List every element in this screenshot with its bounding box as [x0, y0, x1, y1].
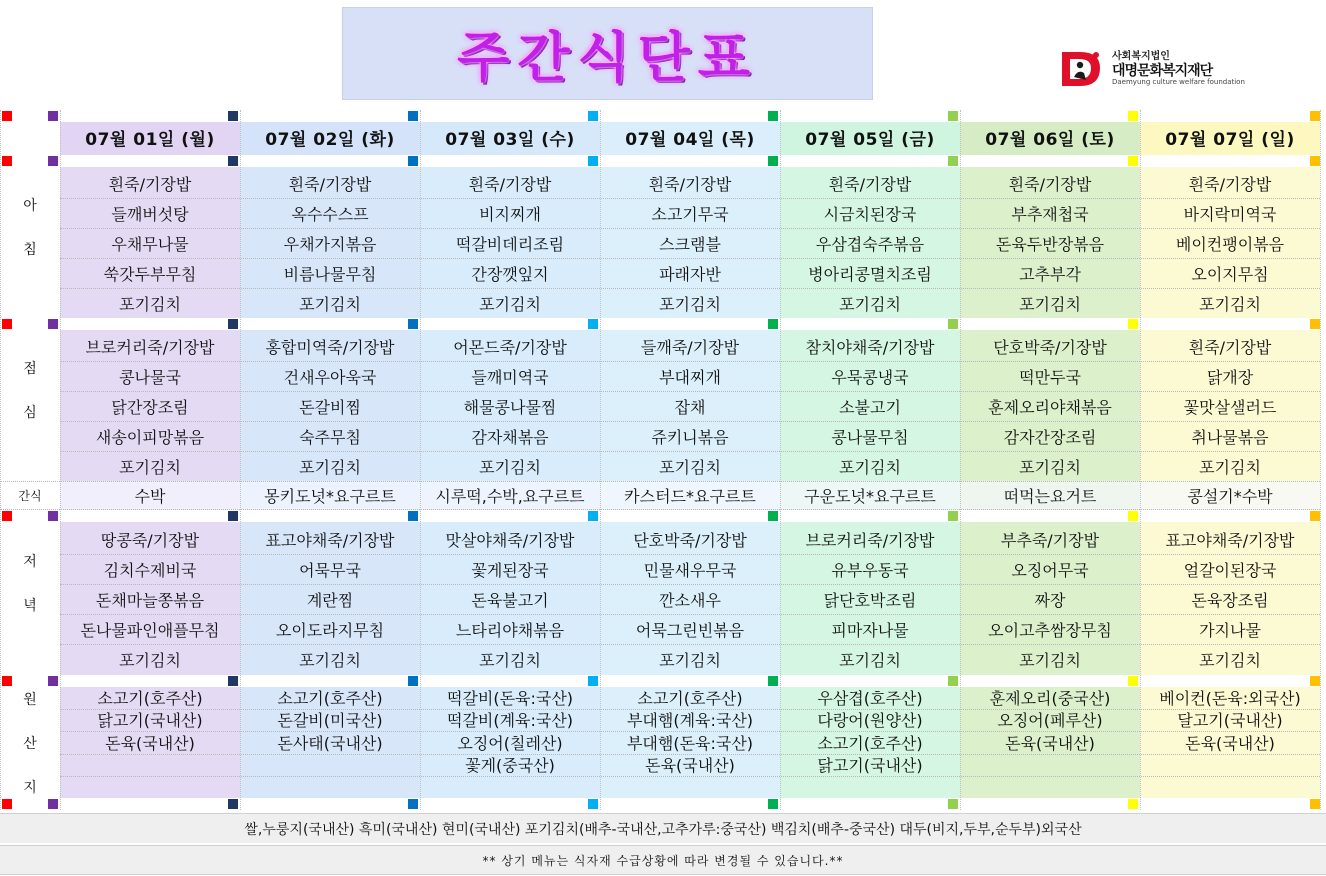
- row-marker: [48, 676, 58, 686]
- lunch-menu-item: 해물콩나물찜: [463, 397, 557, 417]
- lunch-menu-item: 새송이피망볶음: [95, 427, 205, 447]
- breakfast-menu-item: 들깨버섯탕: [111, 204, 189, 224]
- snack-menu-item: 구운도넛*요구르트: [804, 487, 936, 506]
- row-marker-left: [2, 319, 12, 329]
- dinner-menu-item: 느타리야채볶음: [455, 620, 565, 640]
- dinner-label-char: 녁: [23, 598, 37, 614]
- lunch-menu-item: 참치야채죽/기장밥: [805, 337, 935, 357]
- breakfast-menu-item: 흰죽/기장밥: [648, 174, 732, 194]
- origin-item: 돈육(국내산): [1005, 733, 1095, 753]
- origin-item: 오징어(페루산): [997, 711, 1103, 731]
- lunch-menu-item: 콩나물무침: [831, 427, 909, 447]
- dinner-menu-item: 꽃게된장국: [471, 560, 549, 580]
- dinner-menu-item: 포기김치: [479, 650, 541, 670]
- row-marker: [228, 511, 238, 521]
- breakfast-menu-item: 포기김치: [119, 294, 181, 314]
- lunch-menu-item: 흰죽/기장밥: [1188, 337, 1272, 357]
- row-marker-left: [2, 156, 12, 166]
- lunch-menu-item: 쥬키니볶음: [651, 427, 729, 447]
- breakfast-label-char: 침: [23, 242, 37, 258]
- row-marker: [408, 319, 418, 329]
- row-marker: [228, 156, 238, 166]
- dinner-menu-item: 오이도라지무침: [275, 620, 385, 640]
- origin-label-char: 원: [23, 692, 37, 708]
- row-marker: [948, 511, 958, 521]
- breakfast-menu-item: 오이지무침: [1191, 264, 1269, 284]
- origin-label-char: 산: [23, 736, 37, 752]
- breakfast-menu-item: 시금치된장국: [823, 204, 917, 224]
- origin-item: [240, 754, 420, 777]
- origin-item: 닭고기(국내산): [817, 756, 923, 776]
- origin-item: 소고기(호주산): [637, 688, 743, 708]
- dinner-menu-item: 김치수제비국: [103, 560, 197, 580]
- breakfast-menu-item: 파래자반: [659, 264, 721, 284]
- row-marker: [768, 319, 778, 329]
- lunch-menu-item: 콩나물국: [119, 367, 181, 387]
- row-marker: [48, 319, 58, 329]
- date-header: 07월 06일 (토): [985, 130, 1115, 150]
- row-marker-right: [1310, 156, 1320, 166]
- dinner-menu-item: 포기김치: [839, 650, 901, 670]
- breakfast-menu-item: 스크램블: [659, 234, 721, 254]
- lunch-menu-item: 홍합미역죽/기장밥: [265, 337, 395, 357]
- origin-item: 돈사태(국내산): [277, 733, 383, 753]
- date-header: 07월 01일 (월): [85, 130, 215, 150]
- row-marker: [1128, 156, 1138, 166]
- dinner-menu-item: 어묵무국: [299, 560, 361, 580]
- dinner-menu-item: 포기김치: [299, 650, 361, 670]
- breakfast-label-char: 아: [23, 198, 37, 214]
- date-header: 07월 02일 (화): [265, 130, 395, 150]
- breakfast-menu-item: 병아리콩멸치조림: [808, 264, 932, 284]
- row-marker: [408, 511, 418, 521]
- breakfast-menu-item: 포기김치: [299, 294, 361, 314]
- breakfast-menu-item: 포기김치: [839, 294, 901, 314]
- lunch-menu-item: 감자간장조림: [1003, 427, 1097, 447]
- date-header: 07월 05일 (금): [805, 130, 935, 150]
- breakfast-menu-item: 흰죽/기장밥: [1008, 174, 1092, 194]
- snack-menu-item: 카스터드*요구르트: [624, 487, 756, 506]
- lunch-menu-item: 꽃맛살샐러드: [1183, 397, 1277, 417]
- dinner-menu-item: 가지나물: [1199, 620, 1261, 640]
- origin-item: 베이컨(돈육:외국산): [1159, 688, 1301, 708]
- dinner-menu-item: 포기김치: [1019, 650, 1081, 670]
- row-marker: [588, 156, 598, 166]
- row-marker-right: [1310, 319, 1320, 329]
- breakfast-menu-item: 쑥갓두부무침: [103, 264, 197, 284]
- weekly-menu-table: [0, 108, 1326, 818]
- row-marker-right: [1310, 511, 1320, 521]
- breakfast-menu-item: 포기김치: [1199, 294, 1261, 314]
- dinner-menu-item: 오이고추쌈장무침: [988, 620, 1112, 640]
- lunch-menu-item: 돈갈비찜: [299, 397, 361, 417]
- lunch-label-char: 심: [23, 405, 37, 421]
- dinner-label-char: 저: [23, 554, 37, 570]
- column-divider: [1320, 110, 1321, 810]
- breakfast-menu-item: 베이컨팽이볶음: [1175, 234, 1285, 254]
- dinner-menu-item: 땅콩죽/기장밥: [100, 530, 200, 550]
- dinner-menu-item: 돈채마늘쫑볶음: [95, 590, 205, 610]
- dinner-menu-item: 어묵그린빈볶음: [635, 620, 745, 640]
- date-header: 07월 03일 (수): [445, 130, 575, 150]
- row-divider: [60, 776, 1320, 777]
- breakfast-menu-item: 비지찌개: [479, 204, 541, 224]
- origin-item: [60, 754, 240, 777]
- row-marker-right: [1310, 799, 1320, 809]
- origin-item: 소고기(호주산): [817, 733, 923, 753]
- breakfast-menu-item: 고추부각: [1019, 264, 1081, 284]
- lunch-menu-item: 취나물볶음: [1191, 427, 1269, 447]
- foundation-logo-icon: [1058, 46, 1106, 90]
- origin-item: 돈갈비(미국산): [277, 711, 383, 731]
- breakfast-menu-item: 흰죽/기장밥: [288, 174, 372, 194]
- breakfast-menu-item: 바지락미역국: [1183, 204, 1277, 224]
- breakfast-menu-item: 포기김치: [1019, 294, 1081, 314]
- row-marker: [588, 676, 598, 686]
- breakfast-menu-item: 간장깻잎지: [471, 264, 549, 284]
- row-marker: [48, 799, 58, 809]
- title-banner: [342, 7, 873, 100]
- lunch-menu-item: 어몬드죽/기장밥: [453, 337, 567, 357]
- row-marker: [948, 676, 958, 686]
- origin-item: 달고기(국내산): [1177, 711, 1283, 731]
- row-marker: [1128, 319, 1138, 329]
- lunch-menu-item: 포기김치: [839, 457, 901, 477]
- row-marker: [948, 319, 958, 329]
- row-marker: [588, 799, 598, 809]
- origin-item: [960, 754, 1140, 777]
- lunch-label-char: 점: [23, 361, 37, 377]
- logo-english-name: Daemyung culture welfare foundation: [1112, 78, 1245, 86]
- lunch-menu-item: 닭간장조림: [111, 397, 189, 417]
- row-marker: [48, 111, 58, 121]
- lunch-menu-item: 포기김치: [1199, 457, 1261, 477]
- row-marker-left: [2, 676, 12, 686]
- breakfast-menu-item: 떡갈비데리조림: [455, 234, 565, 254]
- row-marker: [408, 799, 418, 809]
- row-marker-left: [2, 511, 12, 521]
- dinner-menu-item: 부추죽/기장밥: [1000, 530, 1100, 550]
- origin-item: 떡갈비(돈육:국산): [446, 688, 574, 708]
- dinner-menu-item: 닭단호박조림: [823, 590, 917, 610]
- origin-item: 훈제오리(중국산): [989, 688, 1111, 708]
- lunch-menu-item: 포기김치: [479, 457, 541, 477]
- origin-item: 우삼겹(호주산): [817, 688, 923, 708]
- origin-item: 돈육(국내산): [1185, 733, 1275, 753]
- row-marker: [408, 156, 418, 166]
- origin-item: 부대햄(돈육:국산): [626, 733, 754, 753]
- snack-menu-item: 콩설기*수박: [1187, 487, 1273, 506]
- logo-subtitle: 사회복지법인: [1112, 51, 1170, 62]
- lunch-menu-item: 감자채볶음: [471, 427, 549, 447]
- breakfast-menu-item: 비름나물무침: [283, 264, 377, 284]
- dinner-menu-item: 유부우동국: [831, 560, 909, 580]
- lunch-menu-item: 잡채: [674, 397, 706, 417]
- origin-label-char: 지: [23, 780, 37, 796]
- lunch-menu-item: 훈제오리야채볶음: [988, 397, 1112, 417]
- snack-label: 간식: [18, 489, 42, 503]
- row-marker: [228, 676, 238, 686]
- dinner-menu-item: 계란찜: [306, 590, 354, 610]
- origin-item: 돈육(국내산): [645, 756, 735, 776]
- dinner-menu-item: 표고야채죽/기장밥: [265, 530, 395, 550]
- dinner-menu-item: 돈나물파인애플무침: [80, 620, 220, 640]
- row-marker: [48, 511, 58, 521]
- row-marker: [228, 319, 238, 329]
- row-marker-right: [1310, 676, 1320, 686]
- breakfast-menu-item: 포기김치: [479, 294, 541, 314]
- breakfast-menu-item: 돈육두반장볶음: [995, 234, 1105, 254]
- origin-item: 소고기(호주산): [277, 688, 383, 708]
- lunch-menu-item: 단호박죽/기장밥: [993, 337, 1107, 357]
- row-marker: [588, 511, 598, 521]
- snack-menu-item: 수박: [134, 487, 166, 506]
- row-marker: [768, 676, 778, 686]
- dinner-menu-item: 짜장: [1034, 590, 1066, 610]
- origin-footnote: 쌀,누룽지(국내산) 흑미(국내산) 현미(국내산) 포기김치(배추-국내산,고추가루:중국산) 백김치(배추-중국산) 대두(비지,두부,순두부)외국산: [0, 813, 1326, 843]
- breakfast-menu-item: 흰죽/기장밥: [1188, 174, 1272, 194]
- menu-change-notice: ** 상기 메뉴는 식자재 수급상황에 따라 변경될 수 있습니다.**: [0, 845, 1326, 875]
- breakfast-menu-item: 포기김치: [659, 294, 721, 314]
- dinner-menu-item: 표고야채죽/기장밥: [1165, 530, 1295, 550]
- dinner-menu-item: 깐소새우: [659, 590, 721, 610]
- dinner-menu-item: 포기김치: [659, 650, 721, 670]
- lunch-menu-item: 포기김치: [1019, 457, 1081, 477]
- lunch-menu-item: 부대찌개: [659, 367, 721, 387]
- origin-item: 돈육(국내산): [105, 733, 195, 753]
- dinner-menu-item: 오징어무국: [1011, 560, 1089, 580]
- dinner-menu-item: 돈육불고기: [471, 590, 549, 610]
- breakfast-menu-item: 우채가지볶음: [283, 234, 377, 254]
- dinner-menu-item: 브로커리죽/기장밥: [805, 530, 935, 550]
- breakfast-menu-item: 옥수수스프: [291, 204, 369, 224]
- row-marker: [768, 511, 778, 521]
- breakfast-menu-item: 우채무나물: [111, 234, 189, 254]
- snack-menu-item: 시루떡,수박,요구르트: [435, 487, 585, 506]
- lunch-menu-item: 숙주무침: [299, 427, 361, 447]
- row-marker-left: [2, 111, 12, 121]
- lunch-menu-item: 포기김치: [299, 457, 361, 477]
- row-marker: [588, 319, 598, 329]
- origin-item: 다랑어(원양산): [817, 711, 923, 731]
- breakfast-menu-item: 우삼겹숙주볶음: [815, 234, 925, 254]
- row-marker: [768, 156, 778, 166]
- lunch-menu-item: 들깨미역국: [471, 367, 549, 387]
- dinner-menu-item: 포기김치: [1199, 650, 1261, 670]
- row-marker: [948, 156, 958, 166]
- lunch-menu-item: 떡만두국: [1019, 367, 1081, 387]
- row-marker: [408, 676, 418, 686]
- dinner-menu-item: 단호박죽/기장밥: [633, 530, 747, 550]
- foundation-logo: [1058, 46, 1245, 90]
- breakfast-menu-item: 소고기무국: [651, 204, 729, 224]
- lunch-menu-item: 닭개장: [1206, 367, 1254, 387]
- date-header: 07월 04일 (목): [625, 130, 755, 150]
- row-marker: [948, 799, 958, 809]
- lunch-menu-item: 들깨죽/기장밥: [640, 337, 740, 357]
- origin-item: 꽃게(중국산): [465, 756, 555, 776]
- lunch-menu-item: 건새우아욱국: [283, 367, 377, 387]
- logo-name: 대명문화복지재단: [1112, 63, 1213, 79]
- row-marker: [768, 799, 778, 809]
- row-marker-left: [2, 799, 12, 809]
- origin-item: [1140, 754, 1320, 777]
- row-marker: [228, 799, 238, 809]
- lunch-menu-item: 우묵콩냉국: [831, 367, 909, 387]
- lunch-menu-item: 포기김치: [659, 457, 721, 477]
- snack-menu-item: 몽키도넛*요구르트: [264, 487, 396, 506]
- dinner-menu-item: 피마자나물: [831, 620, 909, 640]
- lunch-menu-item: 소불고기: [839, 397, 901, 417]
- origin-item: 닭고기(국내산): [97, 711, 203, 731]
- breakfast-menu-item: 흰죽/기장밥: [828, 174, 912, 194]
- breakfast-menu-item: 부추재첩국: [1011, 204, 1089, 224]
- origin-item: 소고기(호주산): [97, 688, 203, 708]
- breakfast-menu-item: 흰죽/기장밥: [468, 174, 552, 194]
- dinner-menu-item: 민물새우무국: [643, 560, 737, 580]
- page-title: 주간식단표: [457, 26, 758, 89]
- lunch-menu-item: 포기김치: [119, 457, 181, 477]
- dinner-menu-item: 얼갈이된장국: [1183, 560, 1277, 580]
- dinner-menu-item: 맛살야채죽/기장밥: [445, 530, 575, 550]
- origin-item: 떡갈비(계육:국산): [446, 711, 574, 731]
- lunch-menu-item: 브로커리죽/기장밥: [85, 337, 215, 357]
- dinner-menu-item: 포기김치: [119, 650, 181, 670]
- dinner-menu-item: 돈육장조림: [1191, 590, 1269, 610]
- origin-item: 오징어(칠레산): [457, 733, 563, 753]
- date-header: 07월 07일 (일): [1165, 130, 1295, 150]
- breakfast-menu-item: 흰죽/기장밥: [108, 174, 192, 194]
- row-marker: [1128, 511, 1138, 521]
- row-marker: [1128, 799, 1138, 809]
- snack-menu-item: 떠먹는요거트: [1003, 487, 1097, 506]
- row-marker: [48, 156, 58, 166]
- origin-item: 부대햄(계육:국산): [626, 711, 754, 731]
- row-marker: [1128, 676, 1138, 686]
